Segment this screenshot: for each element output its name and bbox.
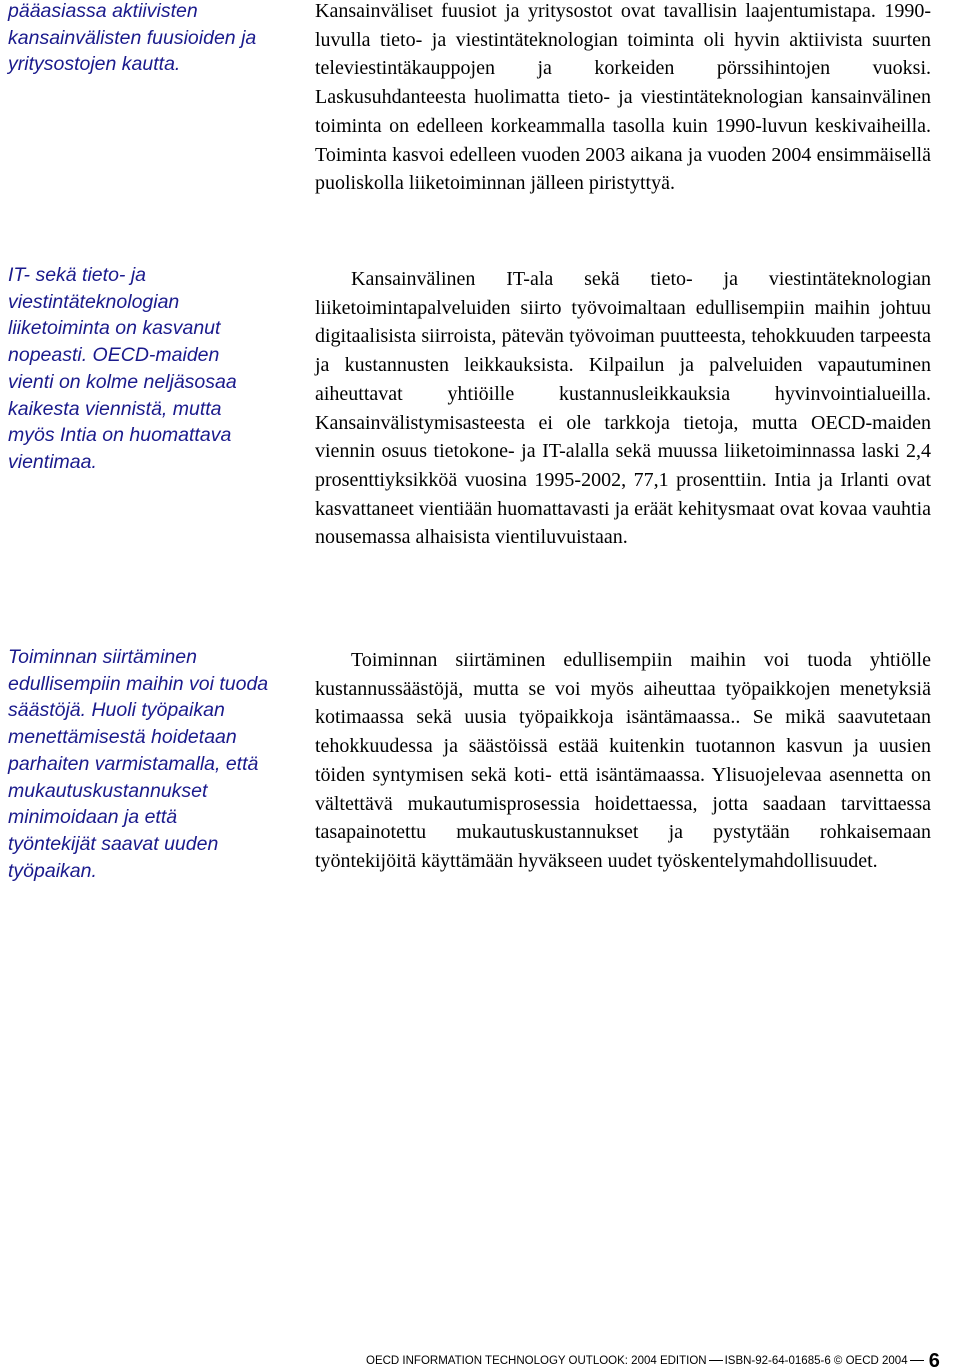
page-number: 6	[928, 1350, 940, 1372]
page-footer	[366, 1350, 956, 1372]
paragraph-relocation: Toiminnan siirtäminen edullisempiin maihin voi tuoda yhtiölle kustannussäästöjä, mutta se voi myös aiheuttaa työpaikkojen menetyksiä kotimaassa sekä uusia työpaikkoja isäntämaassa.. Se mikä saavutetaan tehokkuudessa ja säästöissä estää kuitenkin tuotannon kasvun ja uusien töiden syntymisen sekä koti- että isäntämaassa. Ylisuojelevaa asennetta on vältettävä mukautumisprosessia hoidettaessa, jotta saadaan tarvittaessa tasapainotettu mukautuskustannukset ja pystytään rohkaisemaan työntekijöitä käyttämään hyväkseen uudet työskentelymahdollisuudet.	[315, 649, 931, 872]
footer-isbn: ISBN-92-64-01685-6	[724, 1355, 831, 1367]
sidenote-fusions: pääasiassa aktiivisten kansainvälisten fuusioiden ja yritysostojen kautta.	[8, 0, 257, 76]
sidenote-relocation: Toiminnan siirtäminen edullisempiin maihin voi tuoda säästöjä. Huoli työpaikan menettämisestä hoidetaan parhaiten varmistamalla, että mukautuskustannukset minimoidaan ja että työntekijät saavat uuden työpaikan.	[8, 646, 269, 882]
footer-copyright: © OECD 2004	[833, 1355, 908, 1367]
footer-title: OECD INFORMATION TECHNOLOGY OUTLOOK: 2004 EDITION	[366, 1355, 707, 1367]
paragraph-fusions: Kansainväliset fuusiot ja yritysostot ovat tavallisin laajentumistapa. 1990-luvulla tieto- ja viestintäteknologian toiminta oli hyvin aktiivista suurten televiestintäkauppojen ja korkeiden pörssihintojen vuoksi. Laskusuhdanteesta huolimatta tieto- ja viestintäteknologian kansainvälinen toiminta on edelleen korkeammalla tasolla kuin 1990-luvun keskivaiheilla. Toiminta kasvoi edelleen vuoden 2003 aikana ja vuoden 2004 ensimmäisellä puoliskolla liiketoiminnan jälleen piristyttyä.	[315, 0, 931, 195]
sidenote-it-exports: IT- sekä tieto- ja viestintäteknologian liiketoiminta on kasvanut nopeasti. OECD-maiden vienti on kolme neljäsosaa kaikesta viennistä, mutta myös Intia on huomattava vientimaa.	[8, 264, 237, 473]
footer-rule	[709, 1360, 723, 1361]
paragraph-it-offshoring: Kansainvälinen IT-ala sekä tieto- ja viestintäteknologian liiketoimintapalveluiden siirto työvoimaltaan edullisempiin maihin johtuu digitaalisista siirroista, pätevän työvoiman puutteesta, tehokkuuden tarpeesta ja kustannusten leikkauksista. Kilpailun ja palveluiden vapautuminen aiheuttavat yhtiöille kustannusleikkauksia hyvinvointialueilla. Kansainvälistymisasteesta ei ole tarkkoja tietoja, mutta OECD-maiden viennin osuus tietokone- ja IT-alalla sekä muussa liiketoiminnassa laski 2,4 prosenttiyksikköä vuosina 1995-2002, 77,1 prosenttiin. Intia ja Irlanti ovat kasvattaneet vientiään huomattavasti ja eräät kehitysmaat ovat kovaa vauhtia nousemassa alhaisista vientiluvuistaan.	[315, 268, 931, 549]
footer-rule-2	[910, 1360, 924, 1361]
